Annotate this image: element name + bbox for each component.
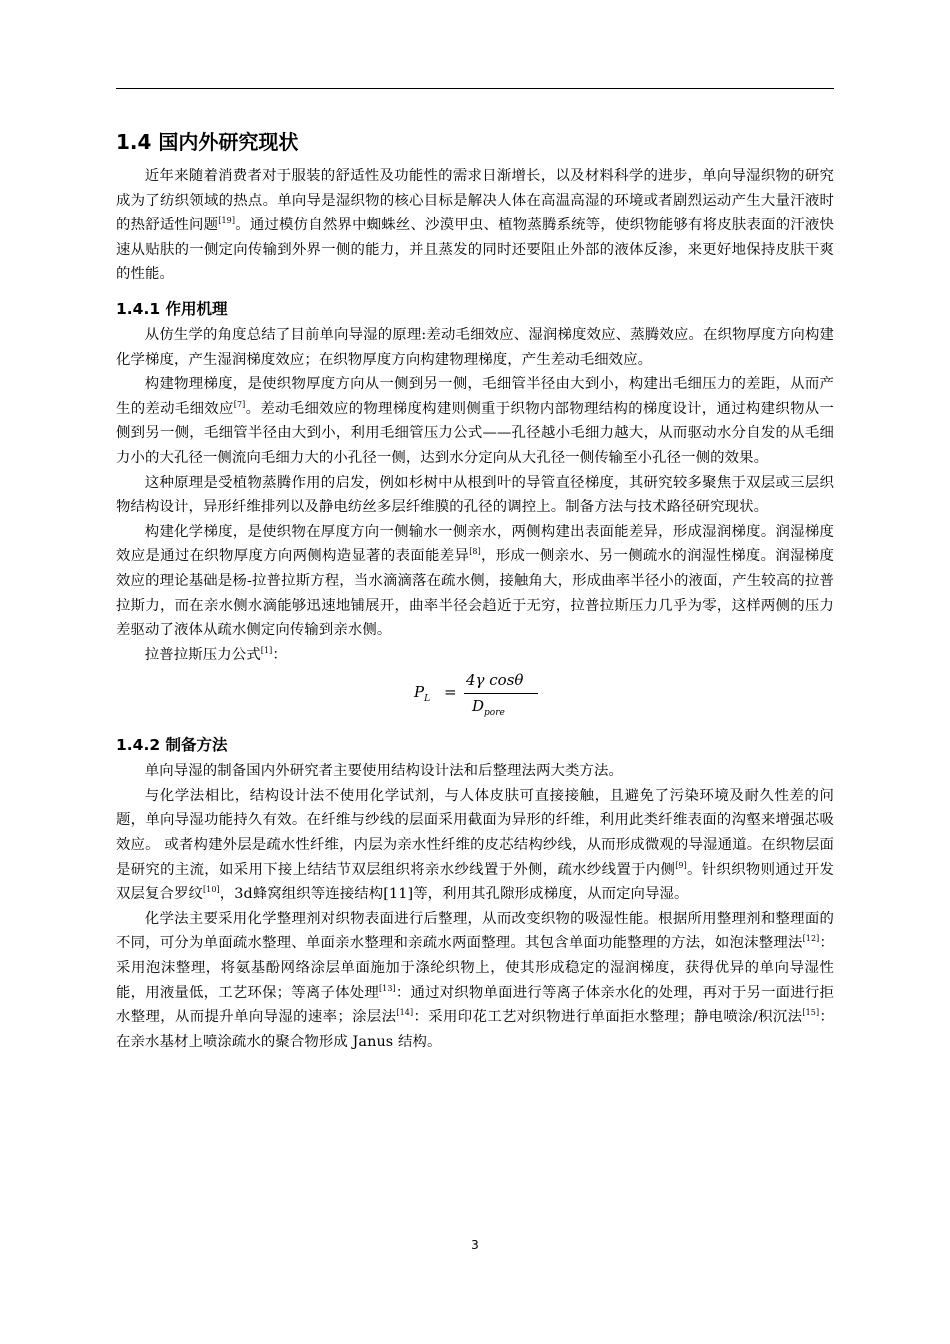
mechanism-paragraph-2: 构建物理梯度，是使织物厚度方向从一侧到另一侧，毛细管半径由大到小，构建出毛细压力的差距，从而产生的差动毛细效应[7]。差动毛细效应的物理梯度构建则侧重于织物内部物理结构的梯度设计，通过构建织物从一侧到另一侧，毛细管半径由大到小，利用毛细管压力公式——孔径越小毛细力越大，从而驱动水分自发的从毛细力小的大孔径一侧流向毛细力大的小孔径一侧，达到水分定向从大孔径一侧传输至小孔径一侧的效果。: [116, 376, 834, 466]
subsection-heading-mechanism: 1.4.1 作用机理: [116, 299, 228, 318]
section-heading: 1.4 国内外研究现状: [116, 130, 299, 154]
preparation-paragraph-2: 与化学法相比，结构设计法不使用化学试剂，与人体皮肤可直接接触，且避免了污染环境及耐久性差的问题，单向导湿功能持久有效。在纤维与纱线的层面采用截面为异形的纤维，利用此类纤维表面的沟壑来增强芯吸效应。 或者构建外层是疏水性纤维，内层为亲水性纤维的皮芯结构纱线，从而形成微观的导湿通道。在织物层面是研究的主流，如采用下接上结结节双层组织将亲水纱线置于外侧，疏水纱线置于内侧[9]。针织织物则通过开发双层复合罗纹[10]，3d蜂窝组织等连接结构[11]等，利用其孔隙形成梯度，从而定向导湿。: [116, 787, 834, 903]
mechanism-paragraph-1: 从仿生学的角度总结了目前单向导湿的原理:差动毛细效应、湿润梯度效应、蒸腾效应。在织物厚度方向构建化学梯度，产生湿润梯度效应；在织物厚度方向构建物理梯度，产生差动毛细效应。: [116, 326, 834, 368]
citation-ref: [8]: [469, 547, 481, 557]
page-number: 3: [471, 1238, 479, 1252]
citation-ref: [14]: [396, 1008, 414, 1018]
laplace-pressure-formula: [116, 671, 834, 723]
formula-numerator: 4γ cosθ: [466, 671, 524, 690]
preparation-paragraph-3: 化学法主要采用化学整理剂对织物表面进行后整理，从而改变织物的吸湿性能。根据所用整理剂和整理面的不同，可分为单面疏水整理、单面亲水整理和亲疏水两面整理。其包含单面功能整理的方法，如泡沫整理法[12]：采用泡沫整理，将氨基酚网络涂层单面施加于涤纶织物上，使其形成稳定的湿润梯度，获得优异的单向导湿性能，用液量低，工艺环保；等离子体处理[13]：通过对织物单面进行等离子体亲水化的处理，再对于另一面进行拒水整理，从而提升单向导湿的速率；涂层法[14]：采用印花工艺对织物进行单面拒水整理；静电喷涂/积沉法[15]：在亲水基材上喷涂疏水的聚合物形成 Janus 结构。: [116, 910, 834, 1050]
formula-denominator: $D_{pore}$: [472, 697, 505, 719]
mechanism-paragraph-5: 拉普拉斯压力公式[1]：: [144, 645, 287, 663]
formula-lhs: $P_L$: [414, 683, 431, 705]
mechanism-paragraph-4: 构建化学梯度，是使织物在厚度方向一侧输水一侧亲水，两侧构建出表面能差异，形成湿润梯度。润湿梯度效应是通过在织物厚度方向两侧构造显著的表面能差异[8]，形成一侧亲水、另一侧疏水的润湿性梯度。润湿梯度效应的理论基础是杨-拉普拉斯方程，当水滴滴落在疏水侧，接触角大，形成曲率半径小的液面，产生较高的拉普拉斯力，而在亲水侧水滴能够迅速地铺展开，曲率半径会趋近于无穷，拉普拉斯压力几乎为零，这样两侧的压力差驱动了液体从疏水侧定向传输到亲水侧。: [116, 523, 835, 639]
page-content: [116, 128, 834, 1054]
citation-ref: [1]: [260, 645, 273, 655]
formula-equals: =: [444, 683, 457, 702]
citation-ref: [13]: [378, 983, 396, 993]
preparation-paragraph-1: 单向导湿的制备国内外研究者主要使用结构设计法和后整理法两大类方法。: [144, 763, 623, 780]
citation-ref: [10]: [202, 885, 220, 895]
citation-ref: [12]: [802, 934, 820, 944]
mechanism-paragraph-3: 这种原理是受植物蒸腾作用的启发，例如杉树中从根到叶的导管直径梯度，其研究较多聚焦于双层或三层织物结构设计，异形纤维排列以及静电纺丝多层纤维膜的孔径的调控上。制备方法与技术路径研究现状。: [116, 474, 834, 516]
fraction-bar: [464, 693, 538, 694]
citation-ref: [7]: [233, 399, 246, 409]
citation-ref: [19]: [218, 216, 236, 226]
intro-paragraph: 近年来随着消费者对于服装的舒适性及功能性的需求日渐增长，以及材料科学的进步，单向导湿织物的研究成为了纺织领域的热点。单向导是湿织物的核心目标是解决人体在高温高湿的环境或者剧烈运动产生大量汗液时的热舒适性问题[19]。通过模仿自然界中蜘蛛丝、沙漠甲虫、植物蒸腾系统等，使织物能够有将皮肤表面的汗液快速从贴肤的一侧定向传输到外界一侧的能力，并且蒸发的同时还要阻止外部的液体反渗，来更好地保持皮肤干爽的性能。: [116, 168, 835, 283]
citation-ref: [9]: [675, 860, 687, 870]
header-rule: [116, 88, 834, 89]
subsection-heading-preparation: 1.4.2 制备方法: [116, 736, 228, 755]
citation-ref: [15]: [802, 1008, 820, 1018]
